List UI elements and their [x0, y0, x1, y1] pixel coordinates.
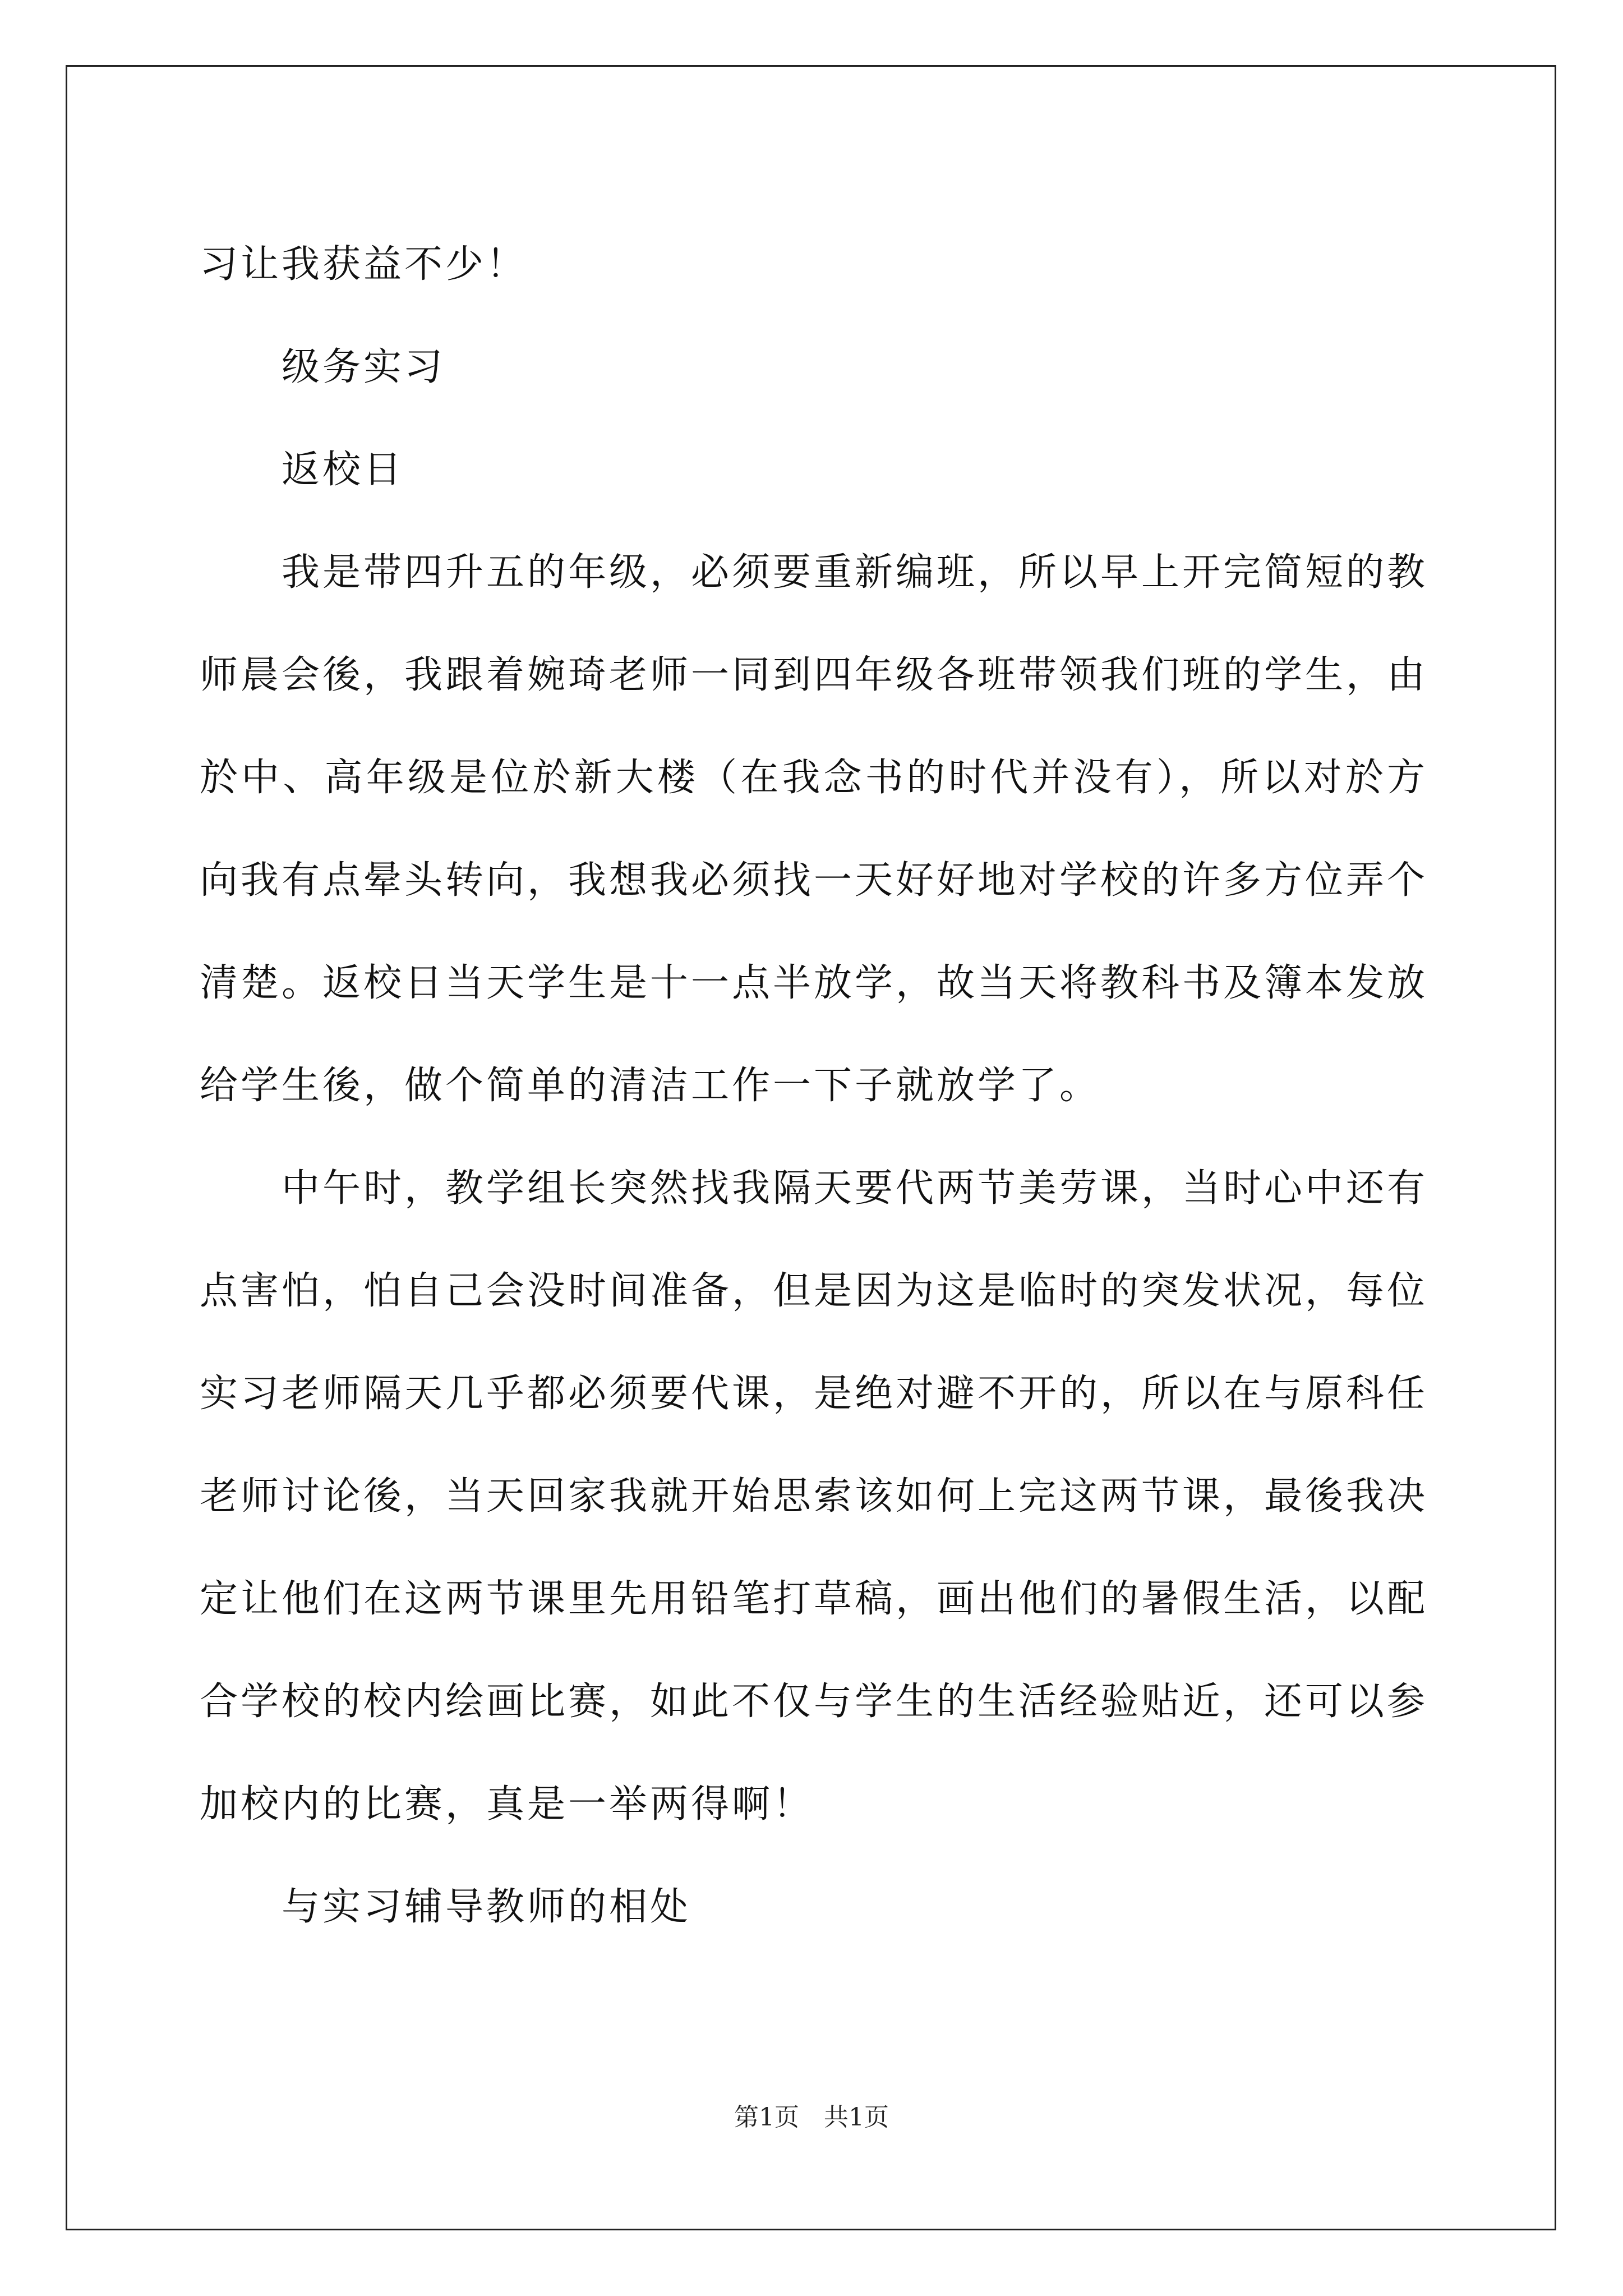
- subheading-return-day: 返校日: [282, 448, 405, 492]
- paragraph-return-day: 我是带四升五的年级，必须要重新编班，所以早上开完简短的教师晨会後，我跟着婉琦老师一同到四年级各班带领我们班的学生，由於中、高年级是位於新大楼（在我念书的时代并没有），所以对於方向我有点晕头转向，我想我必须找一天好好地对学校的许多方位弄个清楚。返校日当天学生是十一点半放学，故当天将教科书及簿本发放给学生後，做个简单的清洁工作一下子就放学了。: [200, 550, 1428, 1108]
- subheading-mentor-relations: 与实习辅导教师的相处: [282, 1885, 691, 1929]
- section-heading-class-affairs: 级务实习: [282, 345, 446, 389]
- document-body: [200, 213, 1428, 1958]
- paragraph-continuation: 习让我获益不少！: [200, 242, 528, 287]
- page-footer: 第1页 共1页: [734, 2103, 889, 2132]
- paragraph-substitute-class: 中午时，教学组长突然找我隔天要代两节美劳课，当时心中还有点害怕，怕自己会没时间准备，但是因为这是临时的突发状况，每位实习老师隔天几乎都必须要代课，是绝对避不开的，所以在与原科任老师讨论後，当天回家我就开始思索该如何上完这两节课，最後我决定让他们在这两节课里先用铅笔打草稿，画出他们的暑假生活，以配合学校的校内绘画比赛，如此不仅与学生的生活经验贴近，还可以参加校内的比赛，真是一举两得啊！: [200, 1166, 1428, 1826]
